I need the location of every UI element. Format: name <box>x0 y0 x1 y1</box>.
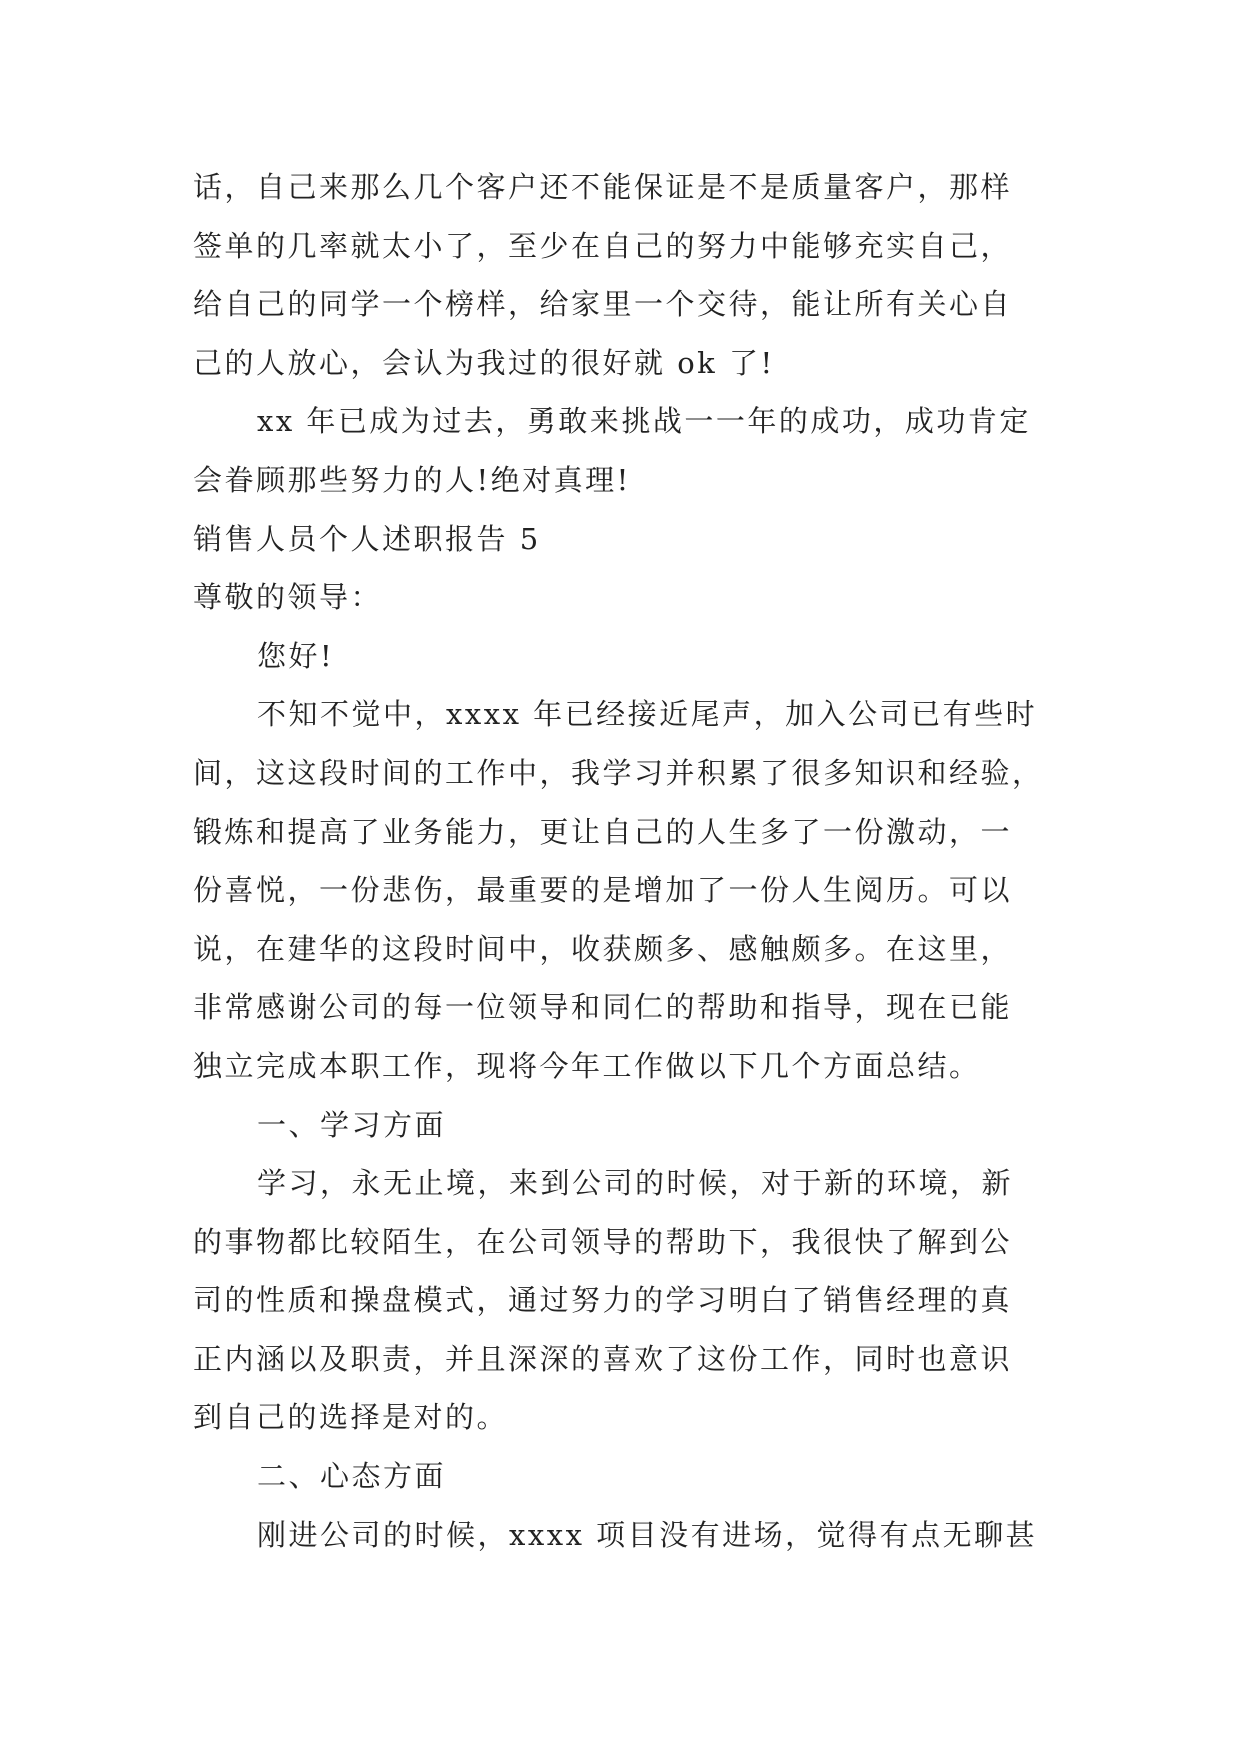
body-text-line: 间，这这段时间的工作中，我学习并积累了很多知识和经验， <box>193 755 1044 790</box>
subsection-heading: 一、学习方面 <box>257 1107 447 1142</box>
body-text-line: 正内涵以及职责，并且深深的喜欢了这份工作，同时也意识 <box>193 1341 1013 1376</box>
body-text-line: 份喜悦，一份悲伤，最重要的是增加了一份人生阅历。可以 <box>193 873 1013 908</box>
body-text-line: 到自己的选择是对的。 <box>193 1400 509 1435</box>
body-text-line: 独立完成本职工作，现将今年工作做以下几个方面总结。 <box>193 1048 981 1083</box>
body-text-line: 签单的几率就太小了，至少在自己的努力中能够充实自己， <box>193 228 1013 263</box>
salutation: 尊敬的领导： <box>193 580 383 615</box>
greeting: 您好! <box>257 638 335 673</box>
body-text-line: 说，在建华的这段时间中，收获颇多、感触颇多。在这里， <box>193 931 1013 966</box>
document-page <box>193 158 1073 1564</box>
paragraph-first-line: 刚进公司的时候，xxxx 项目没有进场，觉得有点无聊甚 <box>257 1517 1038 1552</box>
body-text-line: 司的性质和操盘模式，通过努力的学习明白了销售经理的真 <box>193 1283 1013 1318</box>
body-text-line: 话，自己来那么几个客户还不能保证是不是质量客户，那样 <box>193 170 1013 204</box>
paragraph-first-line: 不知不觉中，xxxx 年已经接近尾声，加入公司已有些时 <box>257 697 1038 732</box>
body-text-line: 的事物都比较陌生，在公司领导的帮助下，我很快了解到公 <box>193 1224 1013 1259</box>
body-text-line: 己的人放心，会认为我过的很好就 ok 了! <box>193 345 775 380</box>
body-text-line: 锻炼和提高了业务能力，更让自己的人生多了一份激动，一 <box>193 814 1013 849</box>
body-text-line: 给自己的同学一个榜样，给家里一个交待，能让所有关心自 <box>193 287 1013 322</box>
body-text-line: 会眷顾那些努力的人!绝对真理! <box>193 462 631 497</box>
subsection-heading: 二、心态方面 <box>257 1459 447 1494</box>
paragraph-first-line: xx 年已成为过去，勇敢来挑战一一年的成功，成功肯定 <box>257 404 1031 439</box>
paragraph-first-line: 学习，永无止境，来到公司的时候，对于新的环境，新 <box>257 1166 1014 1201</box>
section-title: 销售人员个人述职报告 5 <box>193 521 541 556</box>
body-text-line: 非常感谢公司的每一位领导和同仁的帮助和指导，现在已能 <box>193 990 1013 1025</box>
